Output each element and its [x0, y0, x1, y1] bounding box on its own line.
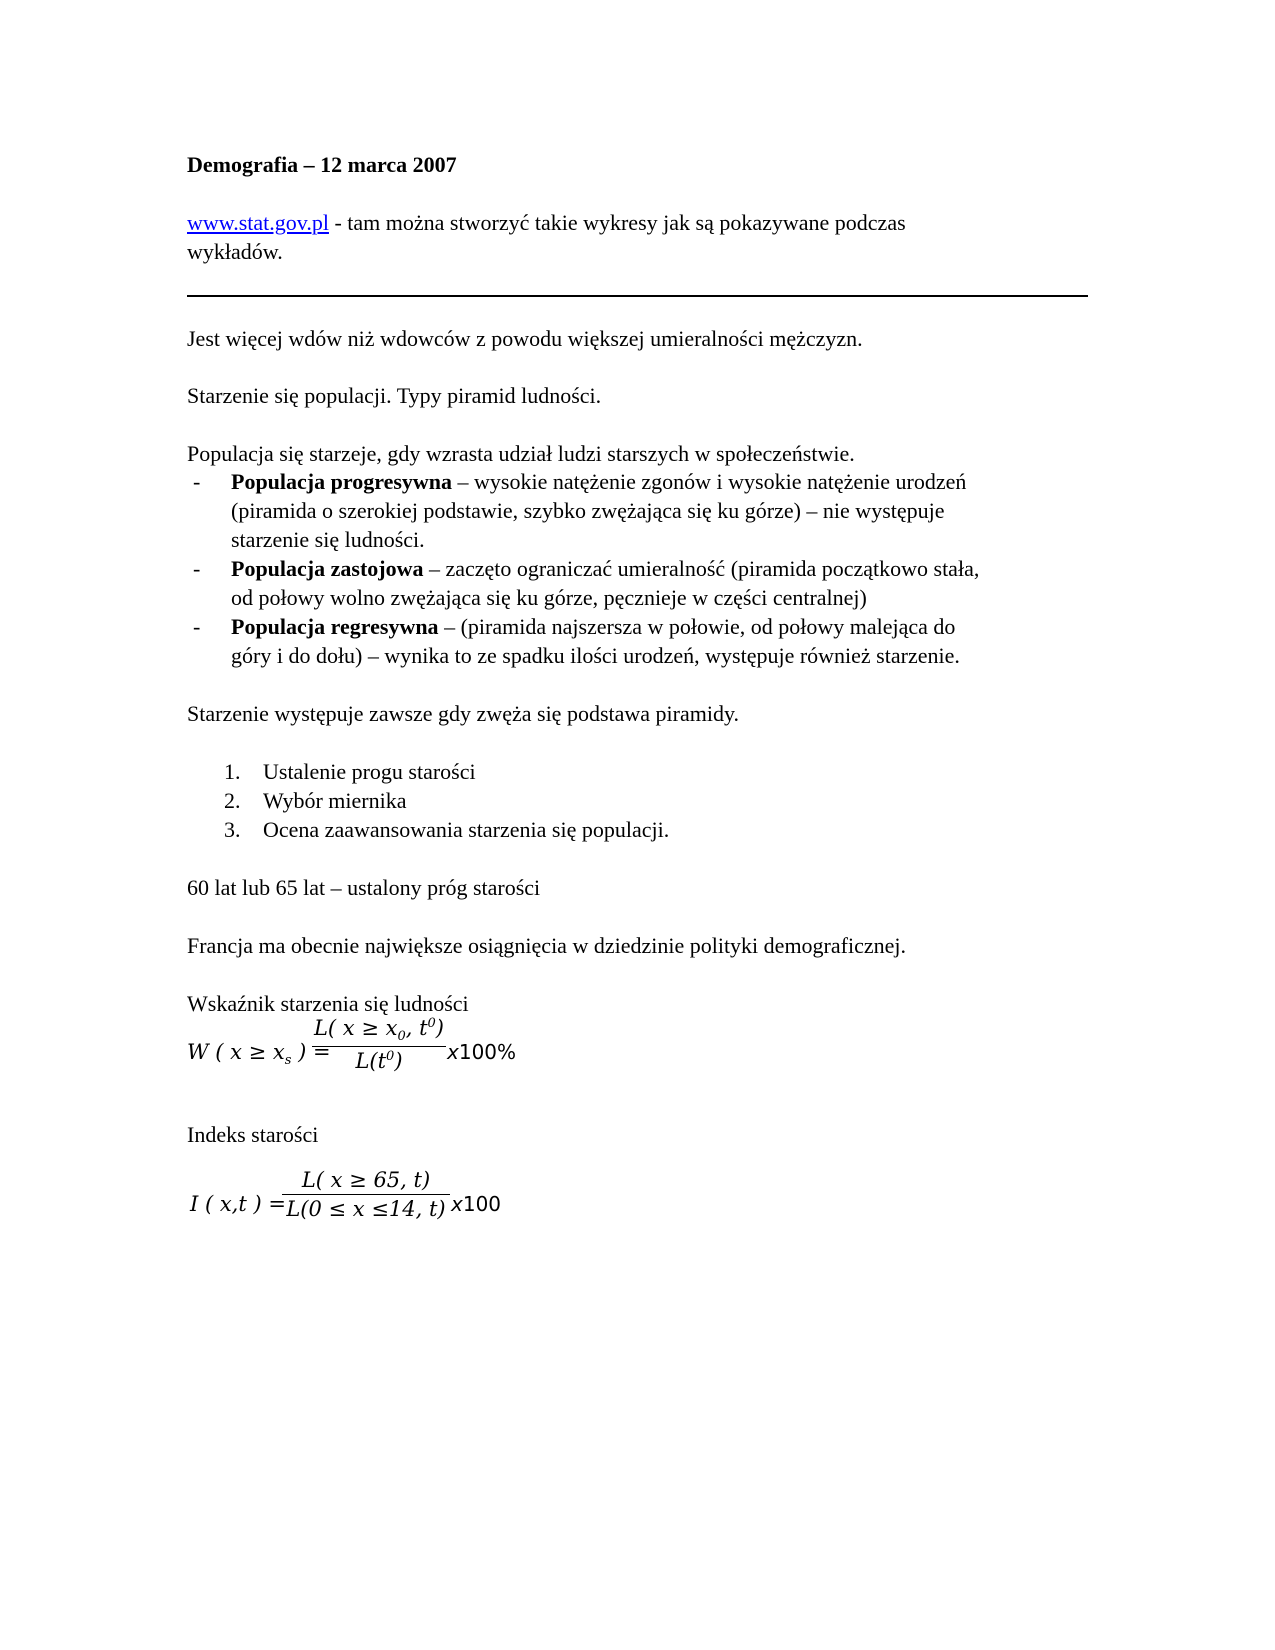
paragraph-ageing-types: Starzenie się populacji. Typy piramid ludności. — [187, 383, 602, 408]
formula-1-label: Wskaźnik starzenia się ludności — [187, 991, 469, 1016]
stat-gov-link[interactable]: www.stat.gov.pl — [187, 210, 329, 235]
formula-2-lhs: I ( x,t ) = — [190, 1192, 286, 1216]
term-description: – wysokie natężenie zgonów i wysokie natężenie urodzeń — [452, 469, 967, 494]
step-text: Ustalenie progu starości — [263, 759, 476, 784]
list-item-regresywna — [231, 612, 955, 641]
step-text: Wybór miernika — [263, 788, 407, 813]
term-bold: Populacja regresywna — [231, 614, 439, 639]
step-number: 1. — [224, 759, 241, 784]
list-item-progresywna — [231, 467, 966, 496]
formula-1-numerator: L( $x \ge x_0$, $t^0$) — [313, 1016, 444, 1045]
term-description: – zaczęto ograniczać umieralność (piramida początkowo stała, — [423, 556, 980, 581]
intro-text: - tam można stworzyć takie wykresy jak są pokazywane podczas — [328, 210, 906, 235]
list-item-progresywna-line-2: (piramida o szerokiej podstawie, szybko zwężająca się ku górze) – nie występuje — [231, 498, 945, 523]
list-item-zastojowa — [231, 554, 979, 583]
term-bold: Populacja zastojowa — [231, 556, 424, 581]
formula-2-numerator: L( x ≥ 65, t) — [301, 1168, 431, 1192]
paragraph-widows: Jest więcej wdów niż wdowców z powodu większej umieralności mężczyzn. — [187, 326, 863, 351]
horizontal-rule — [187, 295, 1088, 297]
paragraph-pyramid-base: Starzenie występuje zawsze gdy zwęża się podstawa piramidy. — [187, 701, 740, 726]
list-item-zastojowa-line-2: od połowy wolno zwężająca się ku górze, pęcznieje w części centralnej) — [231, 585, 867, 610]
step-number: 3. — [224, 817, 241, 842]
step-number: 2. — [224, 788, 241, 813]
formula-2-denominator: L(0 ≤ x ≤14, t) — [286, 1197, 446, 1221]
bullet-dash: - — [193, 469, 201, 494]
list-item-regresywna-line-2: góry i do dołu) – wynika to ze spadku ilości urodzeń, występuje również starzenie. — [231, 643, 960, 668]
intro-line-1 — [187, 208, 906, 237]
paragraph-france: Francja ma obecnie największe osiągnięcia w dziedzinie polityki demograficznej. — [187, 933, 906, 958]
term-bold: Populacja progresywna — [231, 469, 453, 494]
formula-2-multiplier: x100 — [451, 1192, 502, 1216]
formula-2-fraction — [282, 1168, 450, 1221]
paragraph-age-threshold: 60 lat lub 65 lat – ustalony próg starości — [187, 875, 541, 900]
formula-1-fraction — [312, 1016, 446, 1073]
bullet-dash: - — [193, 556, 201, 581]
bullet-dash: - — [193, 614, 201, 639]
paragraph-ageing-definition: Populacja się starzeje, gdy wzrasta udział ludzi starszych w społeczeństwie. — [187, 441, 855, 466]
step-text: Ocena zaawansowania starzenia się populacji. — [263, 817, 670, 842]
term-description: – (piramida najszersza w połowie, od połowy malejąca do — [438, 614, 956, 639]
intro-line-2: wykładów. — [187, 239, 283, 264]
formula-1-lhs: W ( $x \ge x_s$ ) = — [187, 1040, 331, 1069]
fraction-bar — [312, 1046, 446, 1047]
formula-1-multiplier: x100% — [447, 1040, 517, 1064]
list-item-progresywna-line-3: starzenie się ludności. — [231, 527, 425, 552]
page-title: Demografia – 12 marca 2007 — [187, 152, 457, 177]
fraction-bar — [282, 1194, 450, 1195]
formula-2-label: Indeks starości — [187, 1122, 319, 1147]
formula-1-denominator: $L(t^0)$ — [355, 1049, 403, 1074]
